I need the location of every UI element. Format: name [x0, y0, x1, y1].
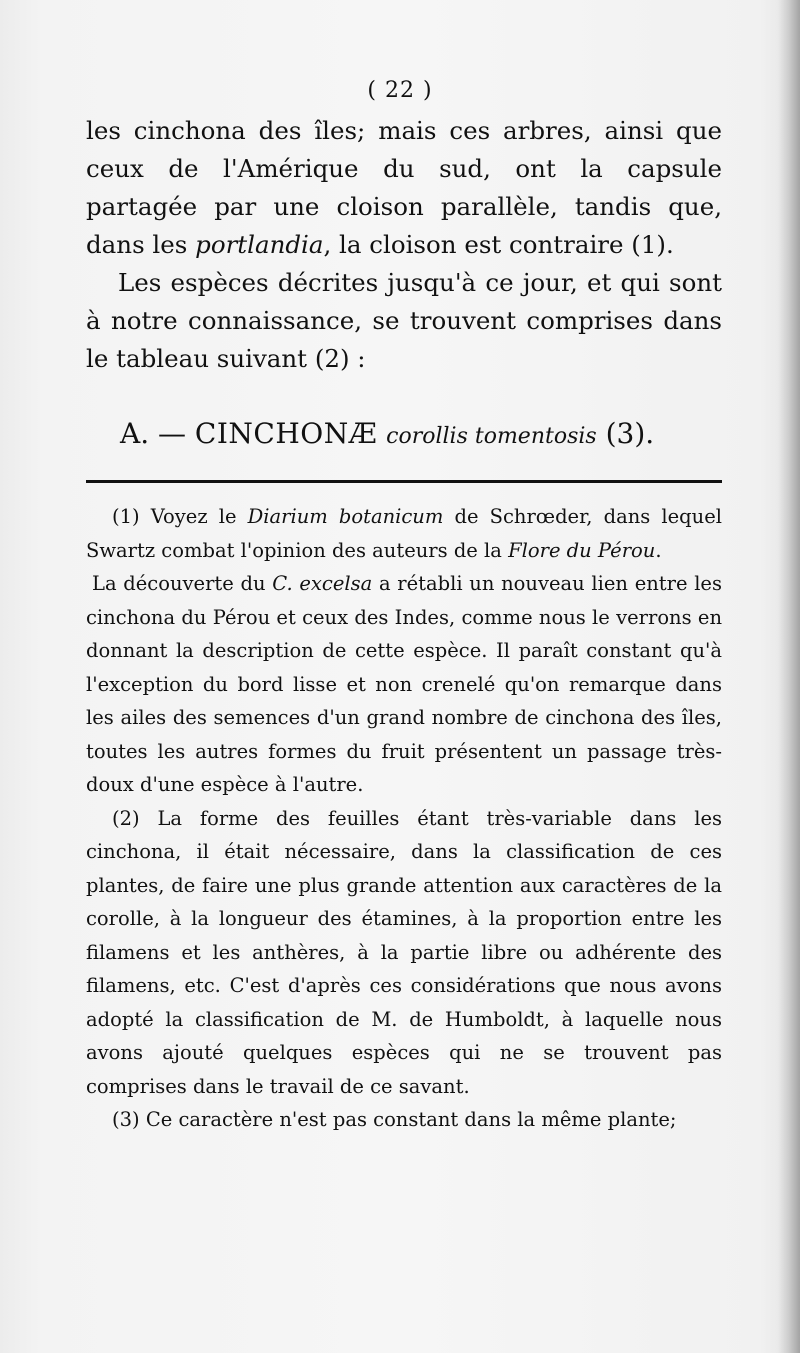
paragraph-1-text-b: , la cloison est contraire (1). — [323, 230, 674, 259]
footnote-1-sub-text-a: La découverte du — [92, 572, 273, 595]
footnote-3: (3) Ce caractère n'est pas constant dans la même plante; — [112, 1108, 677, 1131]
footnote-2: (2) La forme des feuilles étant très-variable dans les cinchona, il était nécessaire, dans la classification de ces plantes, de faire une plus grande attention aux caractères de la corolle, à la longueur des étamines, à la proportion entre les filamens et les anthères, à la partie libre ou adhérente des filamens, etc. C'est d'après ces considérations que nous avons adopté la classification de M. de Humboldt, à laquelle nous avons ajouté quelques espèces qui ne se trouvent pas comprises dans le travail de ce savant. — [86, 806, 722, 1098]
footnote-1 — [86, 500, 722, 567]
footnotes — [86, 500, 722, 1137]
section-epithet: corollis tomentosis — [386, 424, 597, 449]
main-text — [86, 112, 722, 378]
footnote-1-sub-italic: C. excelsa — [272, 572, 373, 595]
footnote-1-text-b: de Schrœder, dans lequel Swartz combat l'opinion des auteurs de la — [86, 505, 722, 562]
footnote-1-text-a: (1) Voyez le — [112, 505, 248, 528]
footnote-1-italic-2: Flore du Pérou — [508, 538, 656, 562]
paragraph-1-italic: portlandia — [195, 230, 324, 259]
section-genus: CINCHONÆ — [194, 417, 378, 450]
footnote-1-sub-text-b: a rétabli un nouveau lien entre les cinchona du Pérou et ceux des Indes, comme nous le verrons en donnant la description de cette espèce. Il paraît constant qu'à l'exception du bord lisse et non crenelé qu'on remarque dans les ailes des semences d'un grand nombre de cinchona des îles, toutes les autres formes du fruit présentent un passage très-doux d'une espèce à l'autre. — [86, 572, 722, 796]
footnote-1-text-c: . — [655, 538, 662, 562]
paragraph-2: Les espèces décrites jusqu'à ce jour, et qui sont à notre connaissance, se trouvent comprises dans le tableau suivant (2) : — [86, 268, 722, 373]
section-heading — [120, 414, 720, 457]
footnote-1-continuation — [86, 567, 722, 802]
page-edge-shadow — [778, 0, 800, 1353]
footnote-1-italic-1: Diarium botanicum — [247, 505, 444, 528]
section-note-ref: (3). — [596, 417, 655, 450]
section-prefix: A. — — [120, 417, 195, 450]
page-number: ( 22 ) — [367, 78, 433, 103]
footnote-divider — [86, 480, 722, 483]
paragraph-1 — [86, 112, 722, 264]
paragraph-1-text-a: les cinchona des îles; mais ces arbres, ainsi que ceux de l'Amérique du sud, ont la capsule partagée par une cloison parallèle, tandis que, dans les — [86, 116, 722, 259]
